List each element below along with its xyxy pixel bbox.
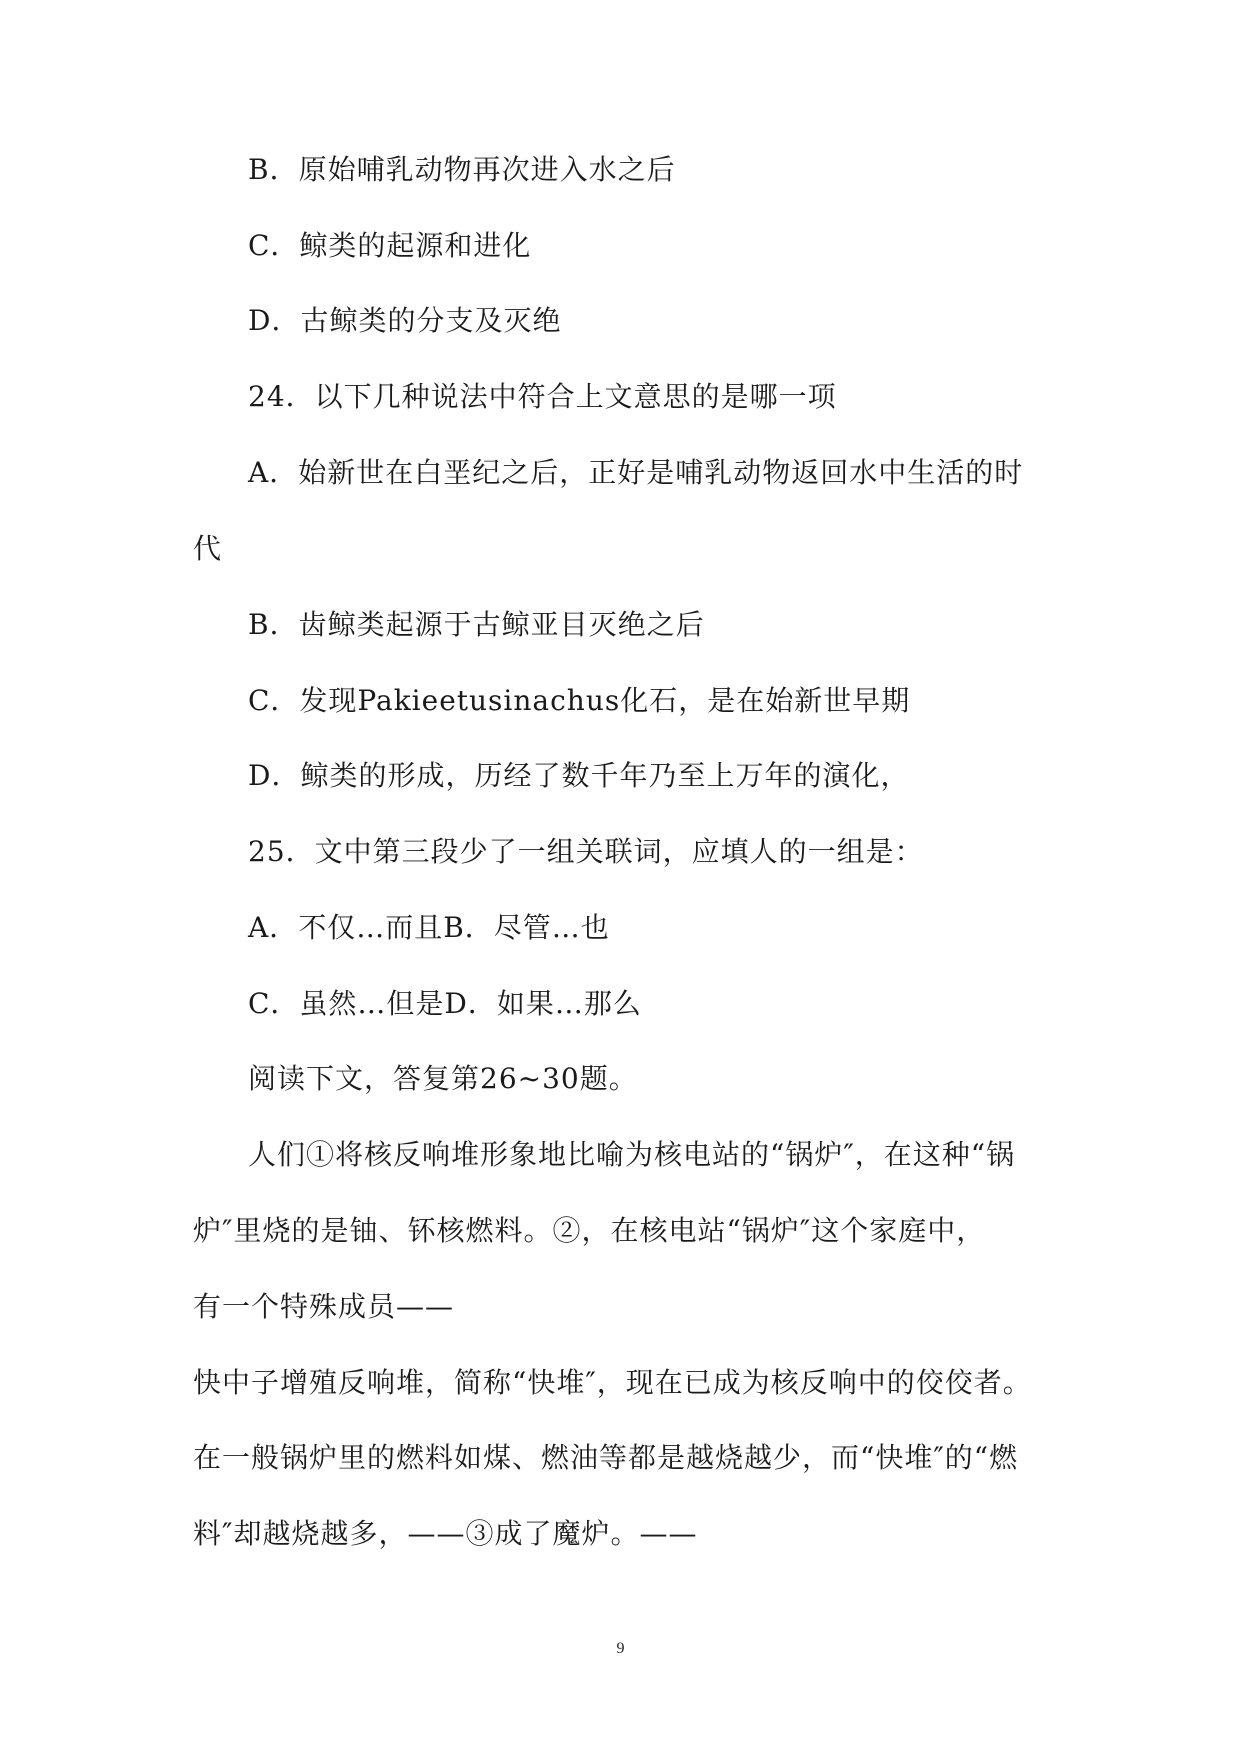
page-number: 9 (616, 1640, 625, 1657)
passage-line-6: 料″却越烧越多，——③成了魔炉。—— (193, 1517, 698, 1550)
option-a-24: A．始新世在白垩纪之后，正好是哺乳动物返回水中生活的时 (248, 456, 1024, 489)
passage-line-1: 人们①将核反响堆形象地比喻为核电站的“锅炉″，在这种“锅 (248, 1138, 1016, 1171)
options-ab-25: A．不仅…而且B．尽管…也 (248, 911, 610, 944)
question-24: 24．以下几种说法中符合上文意思的是哪一项 (248, 380, 837, 413)
passage-line-3: 有一个特殊成员—— (193, 1290, 455, 1323)
reading-instruction: 阅读下文，答复第26~30题。 (248, 1062, 638, 1095)
option-b-23: B．原始哺乳动物再次进入水之后 (248, 153, 676, 186)
option-b-24: B．齿鲸类起源于古鲸亚目灭绝之后 (248, 608, 705, 641)
option-a-24-continued: 代 (193, 532, 223, 565)
option-c-24: C．发现Pakieetusinachus化石，是在始新世早期 (248, 684, 911, 717)
option-d-23: D．古鲸类的分支及灭绝 (248, 304, 562, 337)
option-c-23: C．鲸类的起源和进化 (248, 229, 532, 262)
passage-line-5: 在一般锅炉里的燃料如煤、燃油等都是越烧越少，而“快堆″的“燃 (193, 1441, 1019, 1474)
option-d-24: D．鲸类的形成，历经了数千年乃至上万年的演化， (248, 759, 910, 792)
passage-line-2: 炉″里烧的是铀、钚核燃料。②，在核电站“锅炉″这个家庭中， (193, 1214, 986, 1247)
question-25: 25．文中第三段少了一组关联词，应填人的一组是： (248, 835, 924, 868)
options-cd-25: C．虽然…但是D．如果…那么 (248, 987, 642, 1020)
passage-line-4: 快中子增殖反响堆，简称“快堆″，现在已成为核反响中的佼佼者。 (193, 1366, 1032, 1399)
